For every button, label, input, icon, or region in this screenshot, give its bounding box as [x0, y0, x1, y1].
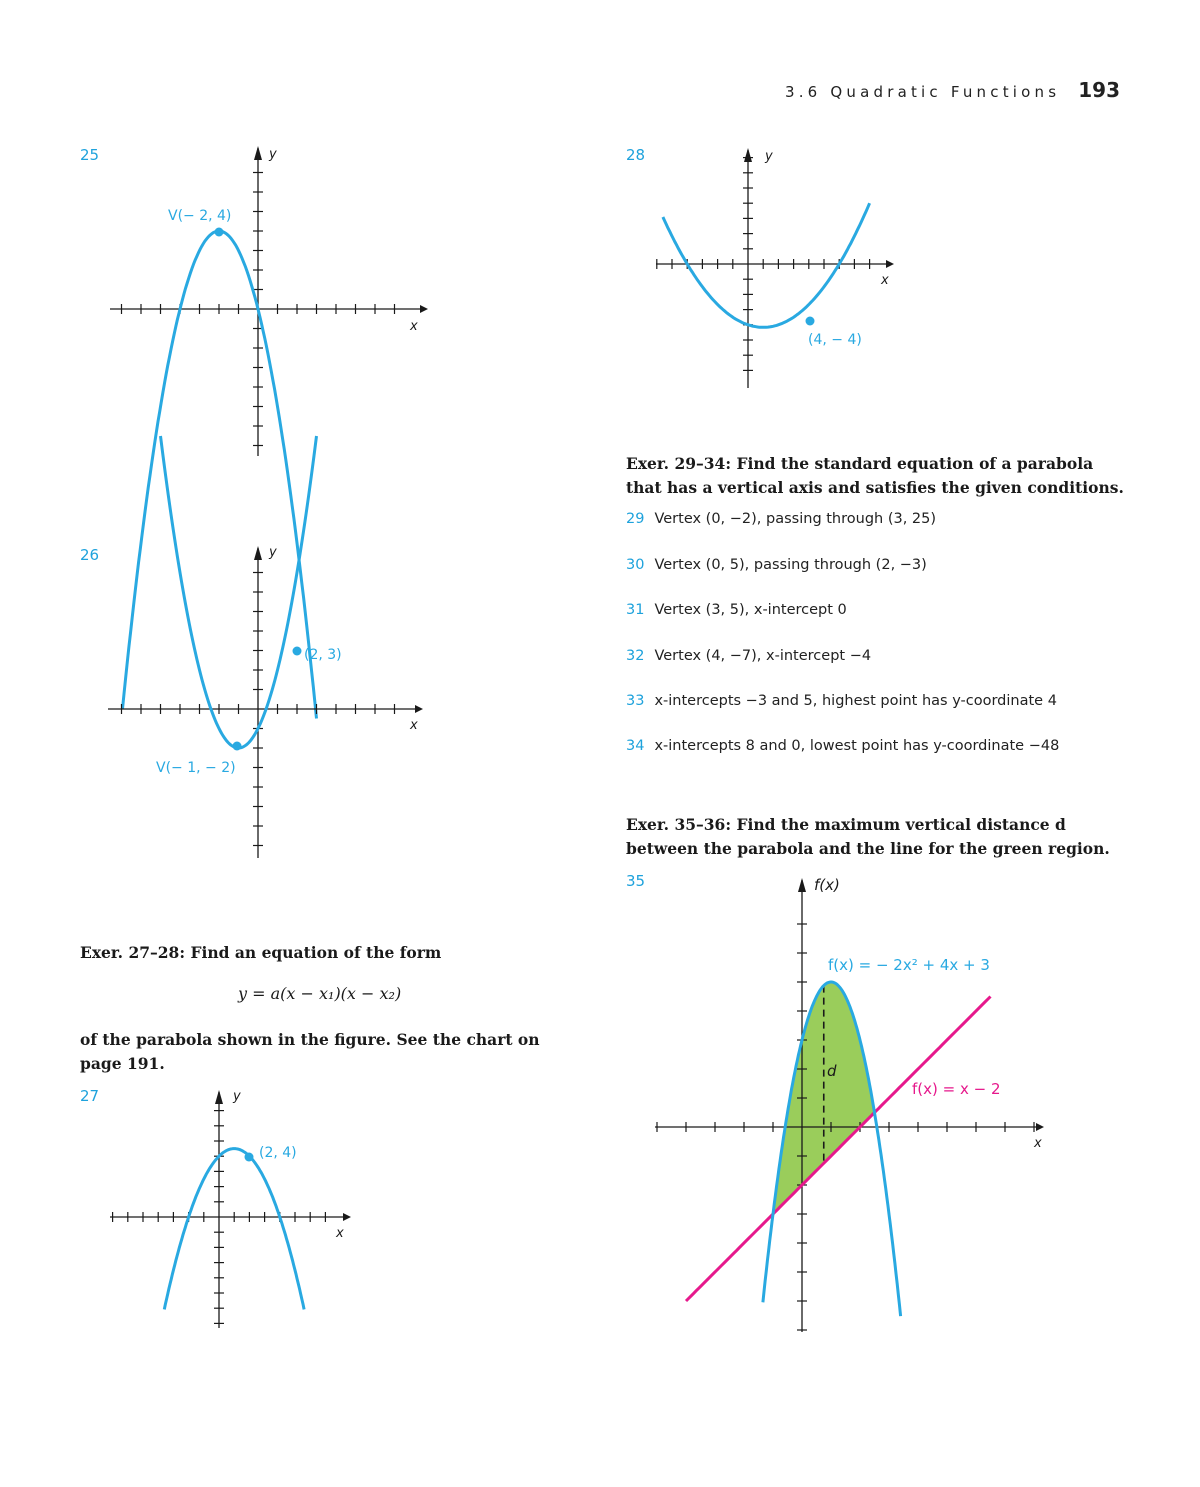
instruction-29-34-heading: Exer. 29–34: Find the standard equation of a parabola that has a vertical axis and satisfies the given conditions.	[626, 454, 1124, 497]
x-axis-arrow	[1036, 1123, 1044, 1131]
line-label: f(x) = x − 2	[912, 1080, 1001, 1098]
item-text: x-intercepts 8 and 0, lowest point has y-coordinate −48	[654, 738, 1060, 754]
exercise-number-27: 27	[80, 1087, 100, 1105]
point-label: (4, − 4)	[808, 332, 862, 348]
exercise-number-25: 25	[80, 146, 100, 164]
exercise-item-33	[626, 693, 1057, 709]
x-axis-label: x	[881, 273, 889, 288]
item-number: 29	[626, 511, 645, 527]
item-number: 32	[626, 648, 645, 664]
x-axis-label: x	[336, 1226, 344, 1241]
item-text: Vertex (3, 5), x-intercept 0	[654, 602, 847, 618]
equation-form: y = a(x − x₁)(x − x₂)	[238, 984, 402, 1003]
exercise-item-31	[626, 602, 847, 618]
item-text: x-intercepts −3 and 5, highest point has y-coordinate 4	[654, 693, 1057, 709]
item-number: 33	[626, 693, 645, 709]
y-axis-label: y	[233, 1089, 241, 1104]
vertex-label: V(− 2, 4)	[168, 208, 232, 224]
exercise-item-30	[626, 557, 927, 573]
point-label: (2, 4)	[259, 1145, 297, 1161]
item-text: Vertex (0, −2), passing through (3, 25)	[654, 511, 937, 527]
y-axis-arrow	[798, 878, 806, 892]
section-title: 3.6 Quadratic Functions	[784, 83, 1061, 101]
exercise-number-26: 26	[80, 546, 100, 564]
vertex-label: V(− 1, − 2)	[156, 760, 236, 776]
item-text: Vertex (4, −7), x-intercept −4	[654, 648, 872, 664]
x-axis-label: x	[410, 319, 418, 334]
exercise-number-35: 35	[626, 872, 646, 890]
exercise-number-28: 28	[626, 146, 646, 164]
y-axis-label: f(x)	[814, 876, 840, 894]
instruction-27-28-heading: Exer. 27–28: Find an equation of the form	[80, 943, 442, 962]
y-axis-label: y	[765, 149, 773, 164]
point-label: (2, 3)	[304, 647, 342, 663]
item-text: Vertex (0, 5), passing through (2, −3)	[654, 557, 927, 573]
x-axis-label: x	[410, 718, 418, 733]
exercise-item-32	[626, 648, 871, 664]
distance-label: d	[827, 1062, 837, 1080]
exercise-item-34	[626, 738, 1059, 754]
instruction-27-28-tail: of the parabola shown in the figure. See the chart on page 191.	[80, 1030, 540, 1073]
parabola-label: f(x) = − 2x² + 4x + 3	[828, 956, 990, 974]
instruction-35-36-heading: Exer. 35–36: Find the maximum vertical distance d between the parabola and the line for the green region.	[626, 815, 1110, 858]
exercise-item-29	[626, 511, 936, 527]
page-number: 193	[1078, 78, 1120, 102]
y-axis-label: y	[269, 545, 277, 560]
x-axis-label: x	[1034, 1136, 1042, 1151]
item-number: 34	[626, 738, 645, 754]
item-number: 30	[626, 557, 645, 573]
y-axis-label: y	[269, 147, 277, 162]
item-number: 31	[626, 602, 645, 618]
